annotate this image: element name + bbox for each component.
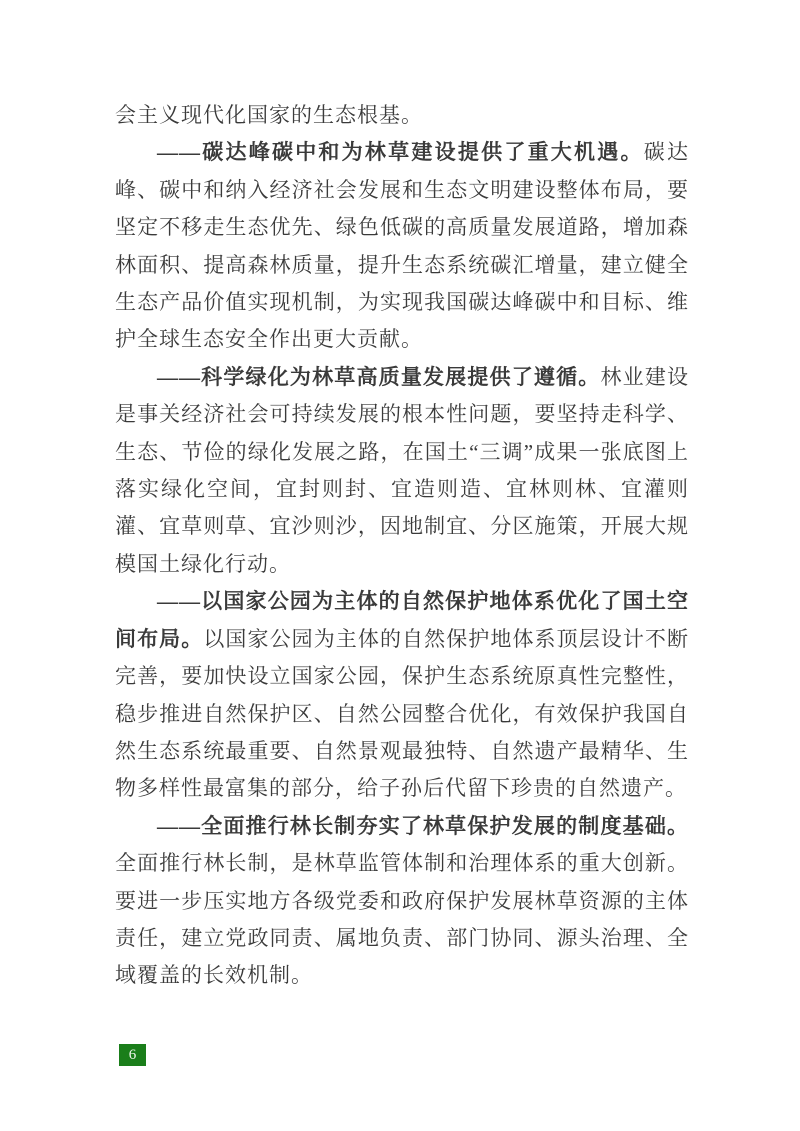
paragraph-lead: ——科学绿化为林草高质量发展提供了遵循。 — [157, 364, 601, 389]
paragraph-body: 碳达峰、碳中和纳入经济社会发展和生态文明建设整体布局，要坚定不移走生态优先、绿色低碳的高质量发展道路，增加森林面积、提高森林质量，提升生态系统碳汇增量，建立健全生态产品价值实现机制，为实现我国碳达峰碳中和目标、维护全球生态安全作出更大贡献。 — [115, 140, 690, 352]
paragraph-lead: ——碳达峰碳中和为林草建设提供了重大机遇。 — [157, 140, 644, 165]
paragraph — [115, 134, 689, 358]
paragraph — [115, 583, 689, 807]
paragraph-body: 全面推行林长制，是林草监管体制和治理体系的重大创新。要进一步压实地方各级党委和政府保护发展林草资源的主体责任，建立党政同责、属地负责、部门协同、源头治理、全域覆盖的长效机制。 — [115, 851, 689, 988]
paragraph-lead: ——以国家公园为主体的自然保护地体系优化了国土空间布局。 — [115, 589, 689, 651]
paragraph-body: 以国家公园为主体的自然保护地体系顶层设计不断完善，要加快设立国家公园，保护生态系统原真性完整性，稳步推进自然保护区、自然公园整合优化，有效保护我国自然生态系统最重要、自然景观最独特、自然遗产最精华、生物多样性最富集的部分，给子孙后代留下珍贵的自然遗产。 — [115, 626, 690, 801]
paragraph-body: 林业建设是事关经济社会可持续发展的根本性问题，要坚持走科学、生态、节俭的绿化发展之路，在国土“三调”成果一张底图上落实绿化空间，宜封则封、宜造则造、宜林则林、宜灌则灌、宜草则草、宜沙则沙，因地制宜、分区施策，开展大规模国土绿化行动。 — [115, 364, 689, 576]
page-number-badge: 6 — [119, 1044, 146, 1066]
paragraph-lead: ——全面推行林长制夯实了林草保护发展的制度基础。 — [157, 813, 689, 838]
paragraph-body: 会主义现代化国家的生态根基。 — [115, 103, 423, 127]
paragraph — [115, 808, 689, 995]
paragraph — [115, 359, 689, 583]
paragraph-continuation — [115, 97, 689, 134]
text-block — [115, 97, 689, 995]
